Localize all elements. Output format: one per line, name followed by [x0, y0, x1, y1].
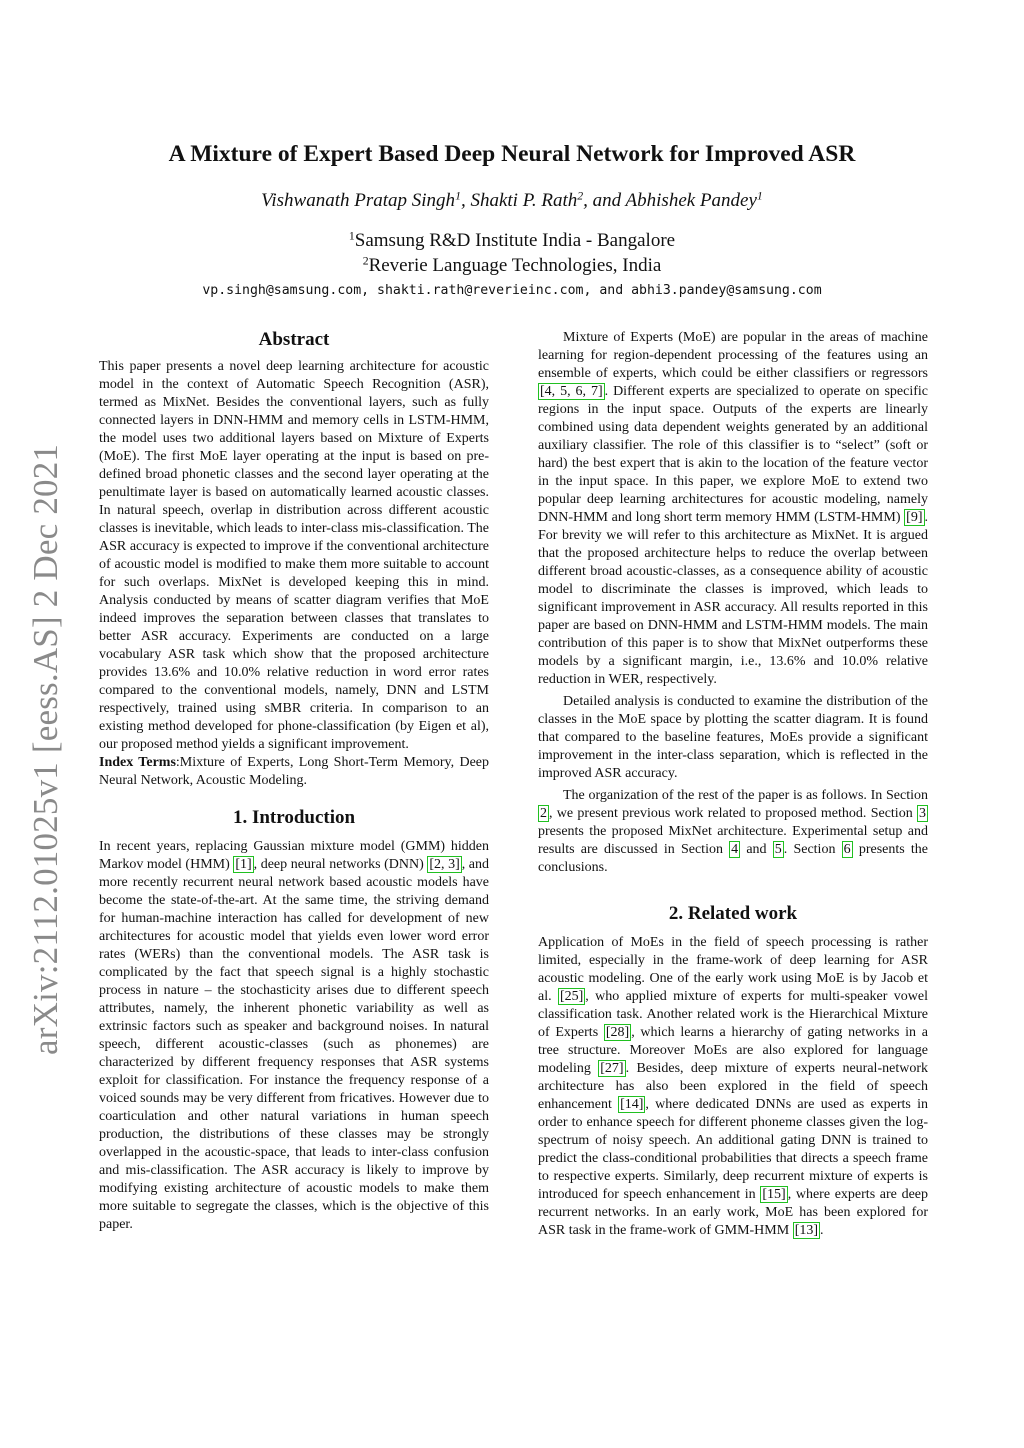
- paragraph-text: . Different experts are specialized to operate on specific regions in the input space. Outputs of the experts are linearly combined using data dependent weights generated by an additional auxiliary classifier. The role of this classifier is to “select” (soft or hard) the best expert that is akin to the location of the feature vector in the input space. In this paper, we explore MoE to extend two popular deep learning architectures for acoustic modeling, namely DNN-HMM and long short term memory HMM (LSTM-HMM): [538, 384, 928, 525]
- paragraph-text: . For brevity we will refer to this architecture as MixNet. It is argued that the proposed architecture helps to reduce the overlap between different broad acoustic-classes, as a consequence ability of acoustic model to discriminate the classes is improved, which leads to significant improvement in ASR accuracy. All results reported in this paper are based on DNN-HMM and LSTM-HMM models. The main contribution of this paper is to show that MixNet outperforms these models by a significant margin, i.e., 13.6% and 10.0% relative reduction in WER, respectively.: [538, 510, 928, 687]
- author-name: Vishwanath Pratap Singh: [261, 190, 456, 211]
- paragraph-text: , and more recently recurrent neural network based acoustic models have become the state-of-the-art. At the same time, the striving demand for human-machine interaction has called for development of new architectures for acoustic model that yields even lower word error rates (WERs) than the conventional models. The ASR task is complicated by the fact that speech signal is a highly stochastic process in nature – the stochasticity arises due to different speech attributes, namely, the inherent phonetic variability as well as extrinsic factors such as speaker and background noises. In natural speech, different acoustic-classes (such as phonemes) are characterized by different frequency responses that ASR systems exploit for classification. For instance the frequency response of a voiced sounds may be very different from fricatives. However due to coarticulation and other natural variations in human speech production, the distributions of these classes may be strongly overlapped in the acoustic-space, that leads to inter-class confusion and mis-classification. The ASR accuracy is likely to improve by modifying existing architecture of acoustic models to make them more suitable to segregate the classes, which is the objective of this paper.: [99, 857, 490, 1232]
- paragraph-text: .: [820, 1223, 824, 1238]
- citation-link[interactable]: [4, 5, 6, 7]: [540, 384, 603, 399]
- citation-link[interactable]: [27]: [600, 1061, 624, 1076]
- related-work-paragraph: [538, 934, 928, 1240]
- section-link[interactable]: 6: [843, 842, 851, 857]
- introduction-paragraph: [99, 838, 489, 1234]
- right-column: [538, 329, 928, 1240]
- affiliation-marker: 2: [577, 189, 584, 203]
- left-column: [99, 329, 489, 1234]
- section-link[interactable]: 5: [774, 842, 782, 857]
- affiliation-marker: 1: [455, 189, 461, 203]
- index-terms-text: :Mixture of Experts, Long Short-Term Memory, Deep Neural Network, Acoustic Modeling.: [99, 755, 490, 788]
- paragraph-text: presents the conclusions.: [538, 842, 929, 875]
- abstract-heading: Abstract: [258, 329, 330, 350]
- section-link[interactable]: 4: [731, 842, 739, 857]
- affiliation-1: [0, 230, 1024, 252]
- paragraph-text: and: [740, 842, 773, 857]
- abstract-text: This paper presents a novel deep learning architecture for acoustic model in the context of Automatic Speech Recognition (ASR), termed as MixNet. Besides the conventional layers, such as fully connected layers in DNN-HMM and memory cells in LSTM-HMM, the model uses two additional layers based on Mixture of Experts (MoE). The first MoE layer operating at the input is based on pre-defined broad phonetic classes and the second layer operating at the penultimate layer is based on automatically learned acoustic classes. In natural speech, overlap in distribution across different acoustic classes is inevitable, which leads to inter-class mis-classification. The ASR accuracy is expected to improve if the conventional architecture of acoustic model is modified to make them more suitable to account for such overlaps. MixNet is developed keeping this in mind. Analysis conducted by means of scatter diagram verifies that MoE indeed improves the separation between classes that translates to better ASR accuracy. Experiments are conducted on a large vocabulary ASR task which show that the proposed architecture provides 13.6% and 10.0% relative reduction in word error rates compared to the conventional models, namely, DNN and LSTM respectively, trained using sMBR criteria. In comparison to an existing method developed for phone-classification (by Eigen et al), our proposed method yields a significant improvement.: [99, 359, 489, 752]
- author-name: , Shakti P. Rath: [460, 190, 578, 211]
- organization-paragraph: [538, 787, 928, 877]
- paragraph-text: , deep neural networks (DNN): [253, 857, 428, 872]
- affiliation-marker: 2: [362, 254, 369, 268]
- paper-title: A Mixture of Expert Based Deep Neural Network for Improved ASR: [168, 141, 856, 167]
- moe-paragraph: [538, 329, 928, 689]
- paragraph-text: . Section: [783, 842, 842, 857]
- related-work-heading: 2. Related work: [668, 903, 798, 924]
- index-terms: [99, 754, 489, 790]
- paragraph-text: , we present previous work related to proposed method. Section: [549, 806, 917, 821]
- affiliation-name: Reverie Language Technologies, India: [368, 255, 662, 276]
- paragraph-text: . Besides, deep mixture of experts neural-network architecture has also been explored in the field of speech enhancement: [538, 1061, 928, 1112]
- introduction-heading: 1. Introduction: [232, 807, 356, 828]
- analysis-paragraph: Detailed analysis is conducted to examine the distribution of the classes in the MoE space by plotting the scatter diagram. It is found that compared to the baseline features, MoEs provide a significant improvement in the inter-class separation, which is reflected in the improved ASR accuracy.: [538, 694, 928, 781]
- citation-link[interactable]: [25]: [559, 989, 584, 1004]
- affiliation-marker: 1: [348, 229, 355, 243]
- paragraph-text: , which learns a hierarchy of gating networks in a tree structure. Moreover MoEs are also explored for language modeling: [538, 1025, 928, 1076]
- citation-link[interactable]: [28]: [605, 1025, 630, 1040]
- paragraph-text: Application of MoEs in the field of speech processing is rather limited, especially in the frame-work of deep learning for ASR acoustic modeling. One of the early work using MoE is by Jacob et al.: [538, 935, 928, 1004]
- affiliation-marker: 1: [756, 189, 763, 203]
- paragraph-text: The organization of the rest of the paper is as follows. In Section: [563, 788, 928, 803]
- section-link[interactable]: 2: [540, 806, 547, 821]
- section-link[interactable]: 3: [919, 806, 926, 821]
- paragraph-text: , where experts are deep recurrent networks. In an early work, MoE has been explored for ASR task in the frame-work of GMM-HMM: [538, 1187, 928, 1238]
- paragraph-text: Mixture of Experts (MoE) are popular in the areas of machine learning for region-dependent processing of the features using an ensemble of experts, which could be either classifiers or regressors: [538, 330, 928, 381]
- affiliation-2: [0, 255, 1024, 277]
- citation-link[interactable]: [1]: [235, 857, 252, 872]
- citation-link[interactable]: [2, 3]: [429, 857, 460, 872]
- citation-link[interactable]: [9]: [906, 510, 923, 525]
- author-name: , and Abhishek Pandey: [583, 190, 757, 211]
- affiliation-name: Samsung R&D Institute India - Bangalore: [354, 230, 676, 251]
- arxiv-identifier: arXiv:2112.01025v1 [eess.AS] 2 Dec 2021: [26, 443, 65, 1055]
- paragraph-text: presents the proposed MixNet architecture. Experimental setup and results are discussed in Section: [538, 824, 928, 857]
- paragraph-text: In recent years, replacing Gaussian mixture model (GMM) hidden Markov model (HMM): [99, 839, 489, 872]
- citation-link[interactable]: [14]: [620, 1097, 644, 1112]
- index-terms-label: Index Terms: [99, 755, 176, 770]
- citation-link[interactable]: [13]: [794, 1223, 819, 1238]
- paragraph-text: , who applied mixture of experts for multi-speaker vowel classification task. Another related work is the Hierarchical Mixture of Experts: [538, 989, 928, 1040]
- citation-link[interactable]: [15]: [762, 1187, 786, 1202]
- paragraph-text: , where dedicated DNNs are used as experts in order to enhance speech for different phoneme classes given the log-spectrum of noisy speech. An additional gating DNN is trained to predict the class-conditional probabilities that directs a speech frame to respective experts. Similarly, deep recurrent mixture of experts is introduced for speech enhancement in: [538, 1097, 928, 1202]
- author-emails: vp.singh@samsung.com, shakti.rath@reverieinc.com, and abhi3.pandey@samsung.com: [202, 283, 822, 298]
- author-list: [0, 190, 1024, 212]
